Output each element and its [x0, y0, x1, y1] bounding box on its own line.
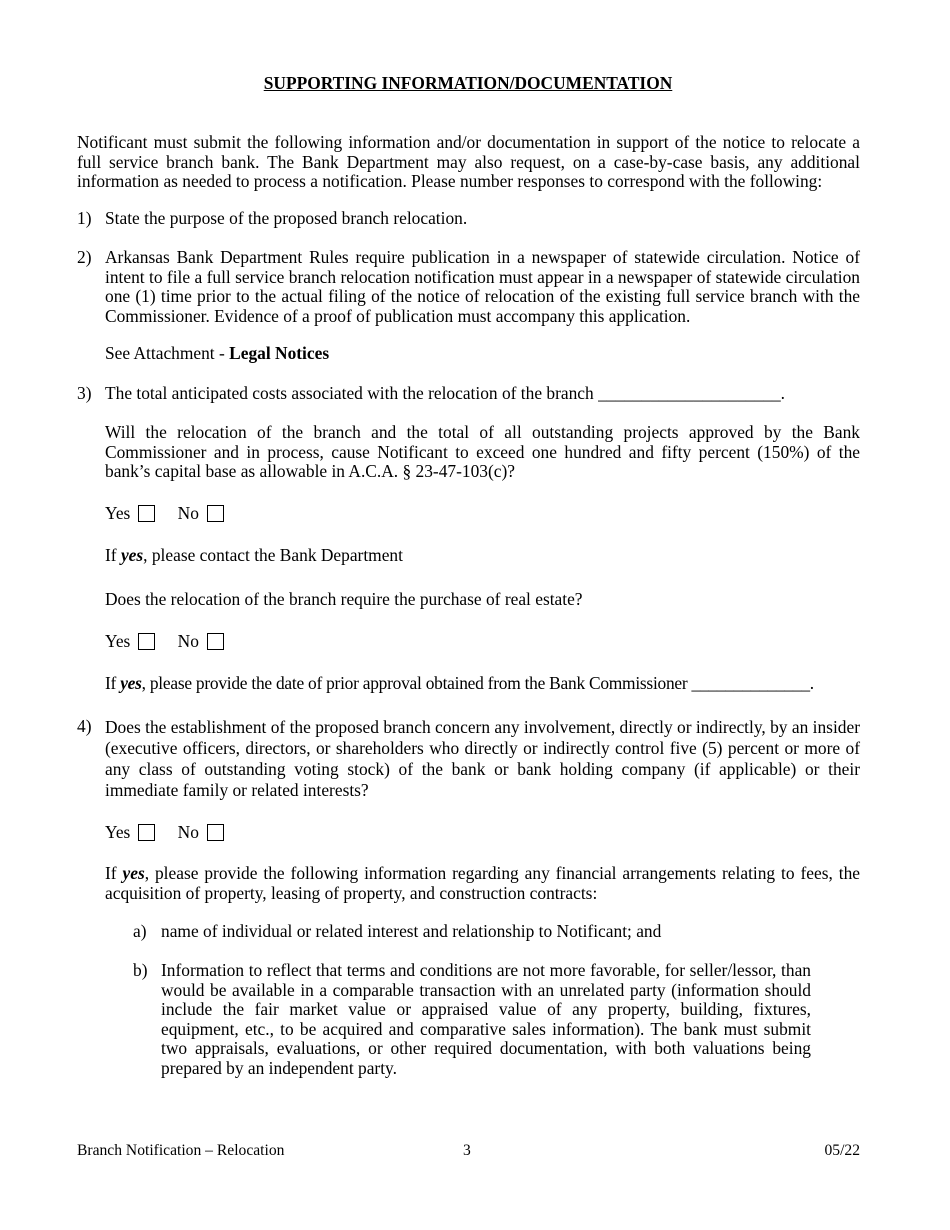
intro-paragraph: Notificant must submit the following information and/or documentation in support of the notice to relocate a full service branch bank. The Bank Department may also request, on a case-by-case basis, any additional information as needed to process a notification. Please number responses to correspond with the following:: [77, 132, 860, 192]
yes-emphasis: yes: [122, 863, 145, 883]
no-label: No: [177, 503, 199, 523]
capital-question: Will the relocation of the branch and the total of all outstanding projects approved by the Bank Commissioner and in process, cause Notificant to exceed one hundred and fifty percent (150%) of the bank’s capital base as allowable in A.C.A. § 23-47-103(c)?: [105, 422, 860, 482]
item-4-text: Does the establishment of the proposed branch concern any involvement, directly or indirectly, by an insider (executive officers, directors, or shareholders who directly or indirectly control five (5) percent or more of any class of outstanding voting stock) of the bank or bank holding company (if applicable) or their immediate family or related interests?: [105, 717, 860, 800]
insider-no-checkbox[interactable]: [207, 824, 224, 841]
real-estate-no-checkbox[interactable]: [207, 633, 224, 650]
page-title: SUPPORTING INFORMATION/DOCUMENTATION: [263, 73, 673, 93]
footer-date: 05/22: [824, 1142, 860, 1159]
real-estate-yes-no: [105, 632, 860, 652]
footer-page-number: 3: [463, 1142, 471, 1159]
insider-yes-checkbox[interactable]: [138, 824, 155, 841]
total-cost-field[interactable]: _____________________.: [598, 383, 786, 403]
item-1-number: 1): [77, 208, 92, 228]
no-label: No: [177, 822, 199, 842]
capital-yes-no: [105, 504, 860, 524]
item-3-text: The total anticipated costs associated with the relocation of the branch: [105, 383, 594, 403]
yes-label: Yes: [105, 503, 131, 523]
yes-emphasis: yes: [120, 545, 144, 565]
prior-approval-note: If yes, please provide the date of prior approval obtained from the Bank Commissioner ______________.: [105, 673, 814, 693]
real-estate-question: Does the relocation of the branch require the purchase of real estate?: [105, 589, 583, 609]
yes-label: Yes: [105, 631, 131, 651]
subitem-b-label: b): [133, 960, 148, 980]
attachment-name: Legal Notices: [229, 343, 330, 363]
capital-yes-checkbox[interactable]: [138, 505, 155, 522]
subitem-a-label: a): [133, 921, 147, 941]
item-3-line: [105, 384, 860, 404]
footer-form-name: Branch Notification – Relocation: [77, 1142, 285, 1159]
financial-note: If yes, please provide the following information regarding any financial arrangements relating to fees, the acquisition of property, leasing of property, and construction contracts:: [105, 863, 860, 903]
real-estate-yes-checkbox[interactable]: [138, 633, 155, 650]
yes-label: Yes: [105, 822, 131, 842]
yes-emphasis: yes: [120, 673, 142, 693]
contact-note: If yes, please contact the Bank Department: [105, 545, 403, 565]
subitem-b-text: Information to reflect that terms and conditions are not more favorable, for seller/lessor, than would be available in a comparable transaction with an unrelated party (information should include the fair market value or appraised value of any property, building, fixtures, equipment, etc., to be acquired and comparative sales information). The bank must submit two appraisals, evaluations, or other required documentation, with both valuations being prepared by an independent party.: [161, 960, 811, 1078]
item-2-text: Arkansas Bank Department Rules require publication in a newspaper of statewide circulation. Notice of intent to file a full service branch relocation notification must appear in a newspaper of statewide circulation one (1) time prior to the actual filing of the notice of relocation of the existing full service branch with the Commissioner. Evidence of a proof of publication must accompany this application.: [105, 247, 860, 326]
subitem-a-text: name of individual or related interest and relationship to Notificant; and: [161, 921, 662, 941]
item-4-number: 4): [77, 716, 92, 736]
insider-yes-no: [105, 823, 860, 843]
item-2-number: 2): [77, 247, 92, 267]
see-attachment: See Attachment - Legal Notices: [105, 343, 330, 363]
item-3-number: 3): [77, 383, 92, 403]
no-label: No: [177, 631, 199, 651]
item-1-text: State the purpose of the proposed branch relocation.: [105, 208, 468, 228]
capital-no-checkbox[interactable]: [207, 505, 224, 522]
